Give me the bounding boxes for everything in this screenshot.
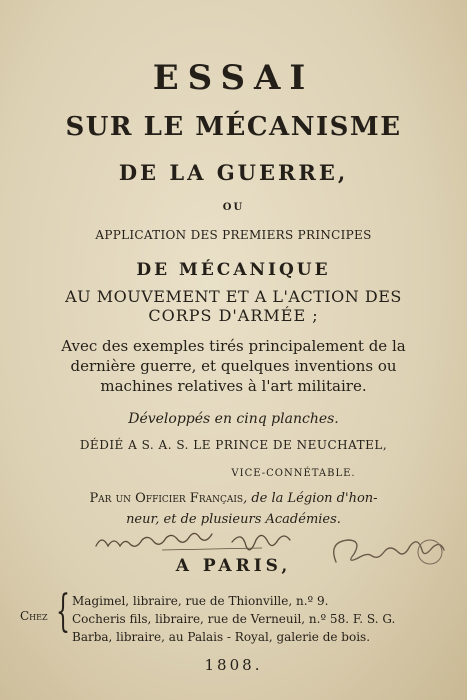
- subtitle-mouvement: AU MOUVEMENT ET A L'ACTION DES: [65, 287, 402, 306]
- title-de-la-guerre: DE LA GUERRE,: [118, 160, 349, 185]
- description: [0, 336, 467, 396]
- title-sur-le-mecanisme: SUR LE MÉCANISME: [65, 112, 402, 142]
- signature: [322, 530, 447, 580]
- publishers-chez: Chez: [20, 609, 48, 623]
- vice-connetable: VICE-CONNÉTABLE.: [231, 468, 356, 479]
- author-block: [0, 488, 467, 530]
- city: A PARIS,: [175, 556, 292, 576]
- description-line: Avec des exemples tirés principalement de la: [61, 337, 406, 355]
- publication-year: 1808.: [204, 656, 263, 674]
- subtitle-application: APPLICATION DES PREMIERS PRINCIPES: [95, 228, 372, 242]
- title-essai: ESSAI: [152, 58, 315, 98]
- description-line: machines relatives à l'art militaire.: [100, 377, 367, 395]
- publishers-lines: [72, 592, 395, 646]
- author-legion: , de la Légion d'hon-: [243, 491, 378, 506]
- subtitle-corps: CORPS D'ARMÉE ;: [148, 306, 319, 325]
- publisher-line: Cocheris fils, libraire, rue de Verneuil, n.º 58. F. S. G.: [72, 612, 396, 626]
- dedication: DÉDIÉ A S. A. S. LE PRINCE DE NEUCHATEL,: [79, 438, 388, 452]
- publisher-line: Barba, libraire, au Palais - Royal, galerie de bois.: [72, 630, 371, 644]
- description-line: dernière guerre, et quelques inventions ou: [70, 357, 397, 375]
- subtitle-de-mecanique: DE MÉCANIQUE: [136, 260, 331, 280]
- handwritten-inscription: [92, 528, 302, 558]
- publishers-brace: {: [56, 586, 70, 637]
- developed-note: Développés en cinq planches.: [128, 411, 339, 427]
- author-line2: neur, et de plusieurs Académies.: [126, 512, 341, 527]
- title-ou: OU: [222, 202, 245, 213]
- author-par: Par un Officier Français: [89, 491, 244, 506]
- publisher-line: Magimel, libraire, rue de Thionville, n.º 9.: [72, 594, 329, 608]
